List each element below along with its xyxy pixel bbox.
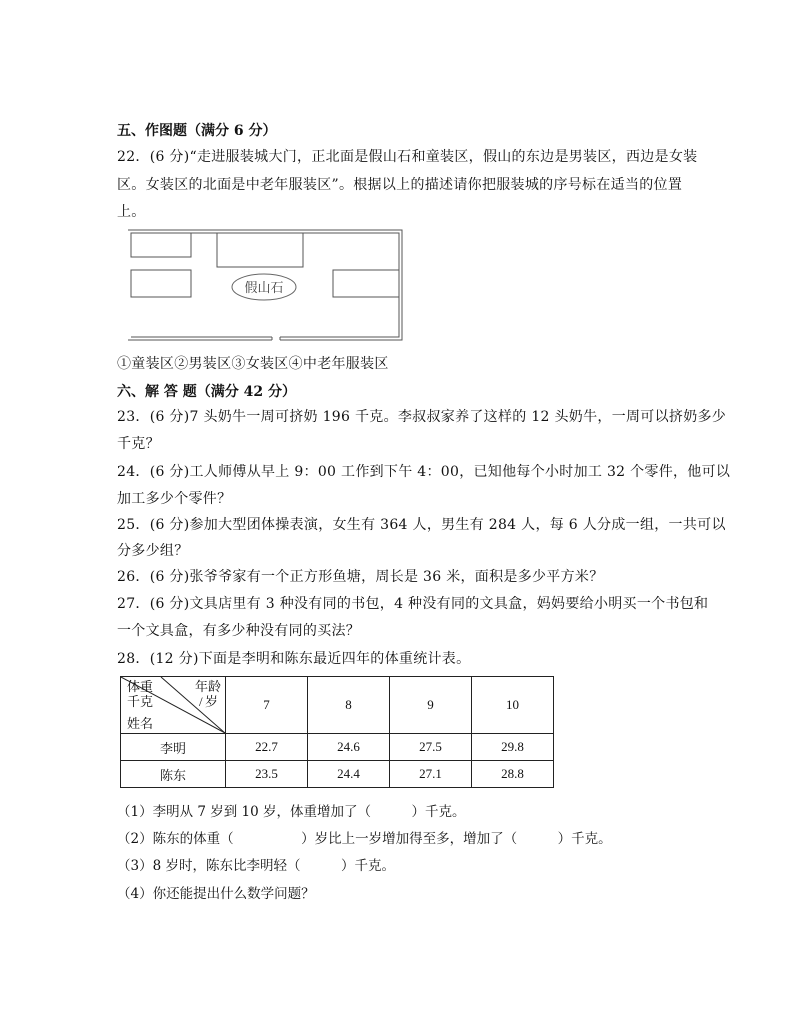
q22-line-2: 区。女装区的北面是中老年服装区”。根据以上的描述请你把服装城的序号标在适当的位置 <box>117 177 683 193</box>
header-weight: 体重 <box>127 679 154 694</box>
weight-cell: 23.5 <box>226 761 308 788</box>
q24-line-2: 加工多少个零件？ <box>117 491 232 507</box>
header-age: 年龄 <box>195 679 222 694</box>
row-name-cell: 陈东 <box>121 761 226 788</box>
age-header-cell: 7 <box>226 677 308 734</box>
q27-line-1: 27．(6 分)文具店里有 3 种没有同的书包，4 种没有同的文具盒，妈妈要给小明买一个书包和 <box>117 596 709 612</box>
weight-cell: 24.6 <box>308 734 390 761</box>
zone-east <box>333 270 399 297</box>
weight-cell: 28.8 <box>472 761 554 788</box>
q28-sub-4: （4）你还能提出什么数学问题？ <box>117 886 315 902</box>
header-sui: 岁 <box>205 694 219 709</box>
q22-legend: ①童装区②男装区③女装区④中老年服装区 <box>117 356 389 372</box>
q28-line-1: 28．(12 分)下面是李明和陈东最近四年的体重统计表。 <box>117 651 471 667</box>
clothing-city-map <box>127 229 403 341</box>
q24-line-1: 24．(6 分)工人师傅从早上 9：00 工作到下午 4：00，已知他每个小时加工 32 个零件，他可以 <box>117 464 731 480</box>
zone-north-center <box>217 233 303 267</box>
weight-cell: 22.7 <box>226 734 308 761</box>
zone-north-west <box>131 233 191 257</box>
diagonal-header-cell <box>121 677 226 734</box>
table-header-row <box>121 677 554 734</box>
q28-sub-3: （3）8 岁时，陈东比李明轻（ ）千克。 <box>117 858 395 874</box>
row-name-cell: 李明 <box>121 734 226 761</box>
q23-line-2: 千克？ <box>117 436 160 452</box>
table-row <box>121 761 554 788</box>
section-6-title: 六、解 答 题（满分 42 分） <box>117 384 296 400</box>
q23-line-1: 23．(6 分)7 头奶牛一周可挤奶 196 千克。李叔叔家养了这样的 12 头奶牛，一周可以挤奶多少 <box>117 409 727 425</box>
q28-sub-1: （1）李明从 7 岁到 10 岁，体重增加了（ ）千克。 <box>117 804 466 820</box>
header-kg: 千克 <box>127 694 154 709</box>
weight-cell: 24.4 <box>308 761 390 788</box>
q26-line-1: 26．(6 分)张爷爷家有一个正方形鱼塘，周长是 36 米，面积是多少平方米？ <box>117 569 604 585</box>
weight-cell: 27.5 <box>390 734 472 761</box>
age-header-cell: 8 <box>308 677 390 734</box>
q27-line-2: 一个文具盒，有多少种没有同的买法？ <box>117 623 361 639</box>
header-slash: / <box>199 694 203 709</box>
table-row <box>121 734 554 761</box>
age-header-cell: 9 <box>390 677 472 734</box>
section-5-title: 五、作图题（满分 6 分） <box>117 123 277 139</box>
q22-line-3: 上。 <box>117 204 146 220</box>
zone-west <box>131 270 191 297</box>
q22-line-1: 22．(6 分)“走进服装城大门，正北面是假山石和童装区，假山的东边是男装区，西边是女装 <box>117 149 698 165</box>
rock-label: 假山石 <box>244 281 284 296</box>
weight-cell: 27.1 <box>390 761 472 788</box>
q25-line-2: 分多少组？ <box>117 543 189 559</box>
header-name: 姓名 <box>127 716 154 731</box>
q28-sub-2: （2）陈东的体重（ ）岁比上一岁增加得至多，增加了（ ）千克。 <box>117 831 612 847</box>
weight-table <box>120 676 554 788</box>
weight-cell: 29.8 <box>472 734 554 761</box>
age-header-cell: 10 <box>472 677 554 734</box>
q25-line-1: 25．(6 分)参加大型团体操表演，女生有 364 人，男生有 284 人，每 6 人分成一组，一共可以 <box>117 517 726 533</box>
